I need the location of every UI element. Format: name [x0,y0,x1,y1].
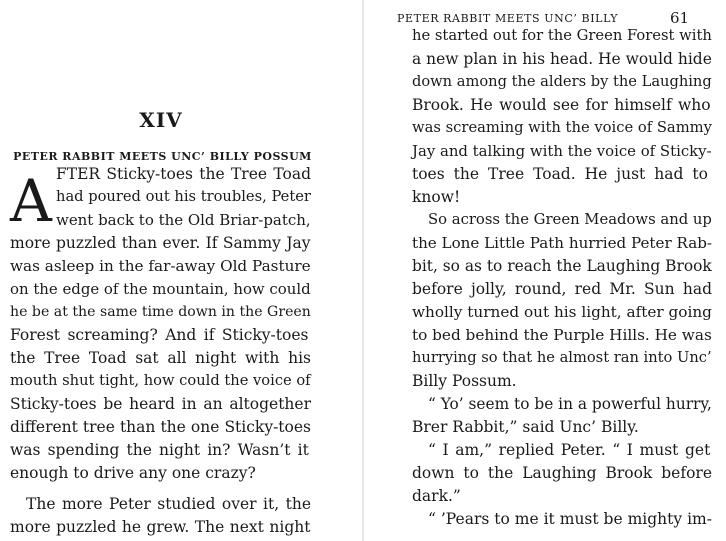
text-line: different tree than the one Sticky-toes [10,418,311,436]
text-line: had poured out his troubles, Peter [56,188,311,205]
text-line: Jay and talking with the voice of Sticky- [412,142,712,160]
text-line: “ ’Pears to me it must be mighty im- [428,510,712,528]
text-line: went back to the Old Briar-patch, [56,211,311,229]
text-line: down among the alders by the Laughing [412,73,712,90]
text-line: the Lone Little Path hurried Peter Rab- [412,234,712,252]
text-line: before jolly, round, red Mr. Sun had [412,280,712,298]
page-number: 61 [670,9,690,27]
text-line: Sticky-toes be heard in an altogether [10,395,311,413]
chapter-title: PETER RABBIT MEETS UNC’ BILLY POSSUM [13,150,312,163]
text-line: Billy Possum. [412,372,517,390]
text-line: FTER Sticky-toes the Tree Toad [56,165,311,183]
text-line: “ Yo’ seem to be in a powerful hurry, [428,395,712,413]
text-line: more puzzled he grew. The next night [10,518,311,536]
text-line: bit, so as to reach the Laughing Brook [412,257,712,275]
text-line: hurrying so that he almost ran into Unc’ [412,349,712,366]
text-line: wholly turned out his light, after going [412,303,712,321]
text-line: down to the Laughing Brook before [412,464,712,482]
text-line: to bed behind the Purple Hills. He was [412,326,712,344]
text-line: he be at the same time down in the Green [10,304,311,320]
text-line: was spending the night in? Wasn’t it [10,441,309,459]
text-line: more puzzled than ever. If Sammy Jay [10,234,311,252]
text-line: Brer Rabbit,” said Unc’ Billy. [412,418,639,436]
text-line: on the edge of the mountain, how could [10,280,311,298]
text-line: know! [412,188,461,206]
drop-cap: A [10,167,52,235]
text-line: toes the Tree Toad. He just had to [412,165,708,183]
text-line: enough to drive any one crazy? [10,464,256,482]
left-page [0,0,362,541]
text-line: dark.” [412,487,461,505]
text-line: Brook. He would see for himself who [412,96,711,114]
text-line: he started out for the Green Forest with [412,27,712,44]
text-line: a new plan in his head. He would hide [412,50,712,68]
text-line: “ I am,” replied Peter. “ I must get [428,441,711,459]
running-head: PETER RABBIT MEETS UNC’ BILLY [397,12,619,25]
text-line: was asleep in the far-away Old Pasture [10,257,311,275]
text-line: So across the Green Meadows and up [428,211,712,228]
right-page [364,0,726,541]
text-line: Forest screaming? And if Sticky-toes [10,326,309,344]
text-line: The more Peter studied over it, the [26,495,311,513]
text-line: mouth shut tight, how could the voice of [10,372,311,389]
text-line: the Tree Toad sat all night with his [10,349,311,367]
chapter-number: XIV [139,108,183,132]
text-line: was screaming with the voice of Sammy [412,119,712,136]
